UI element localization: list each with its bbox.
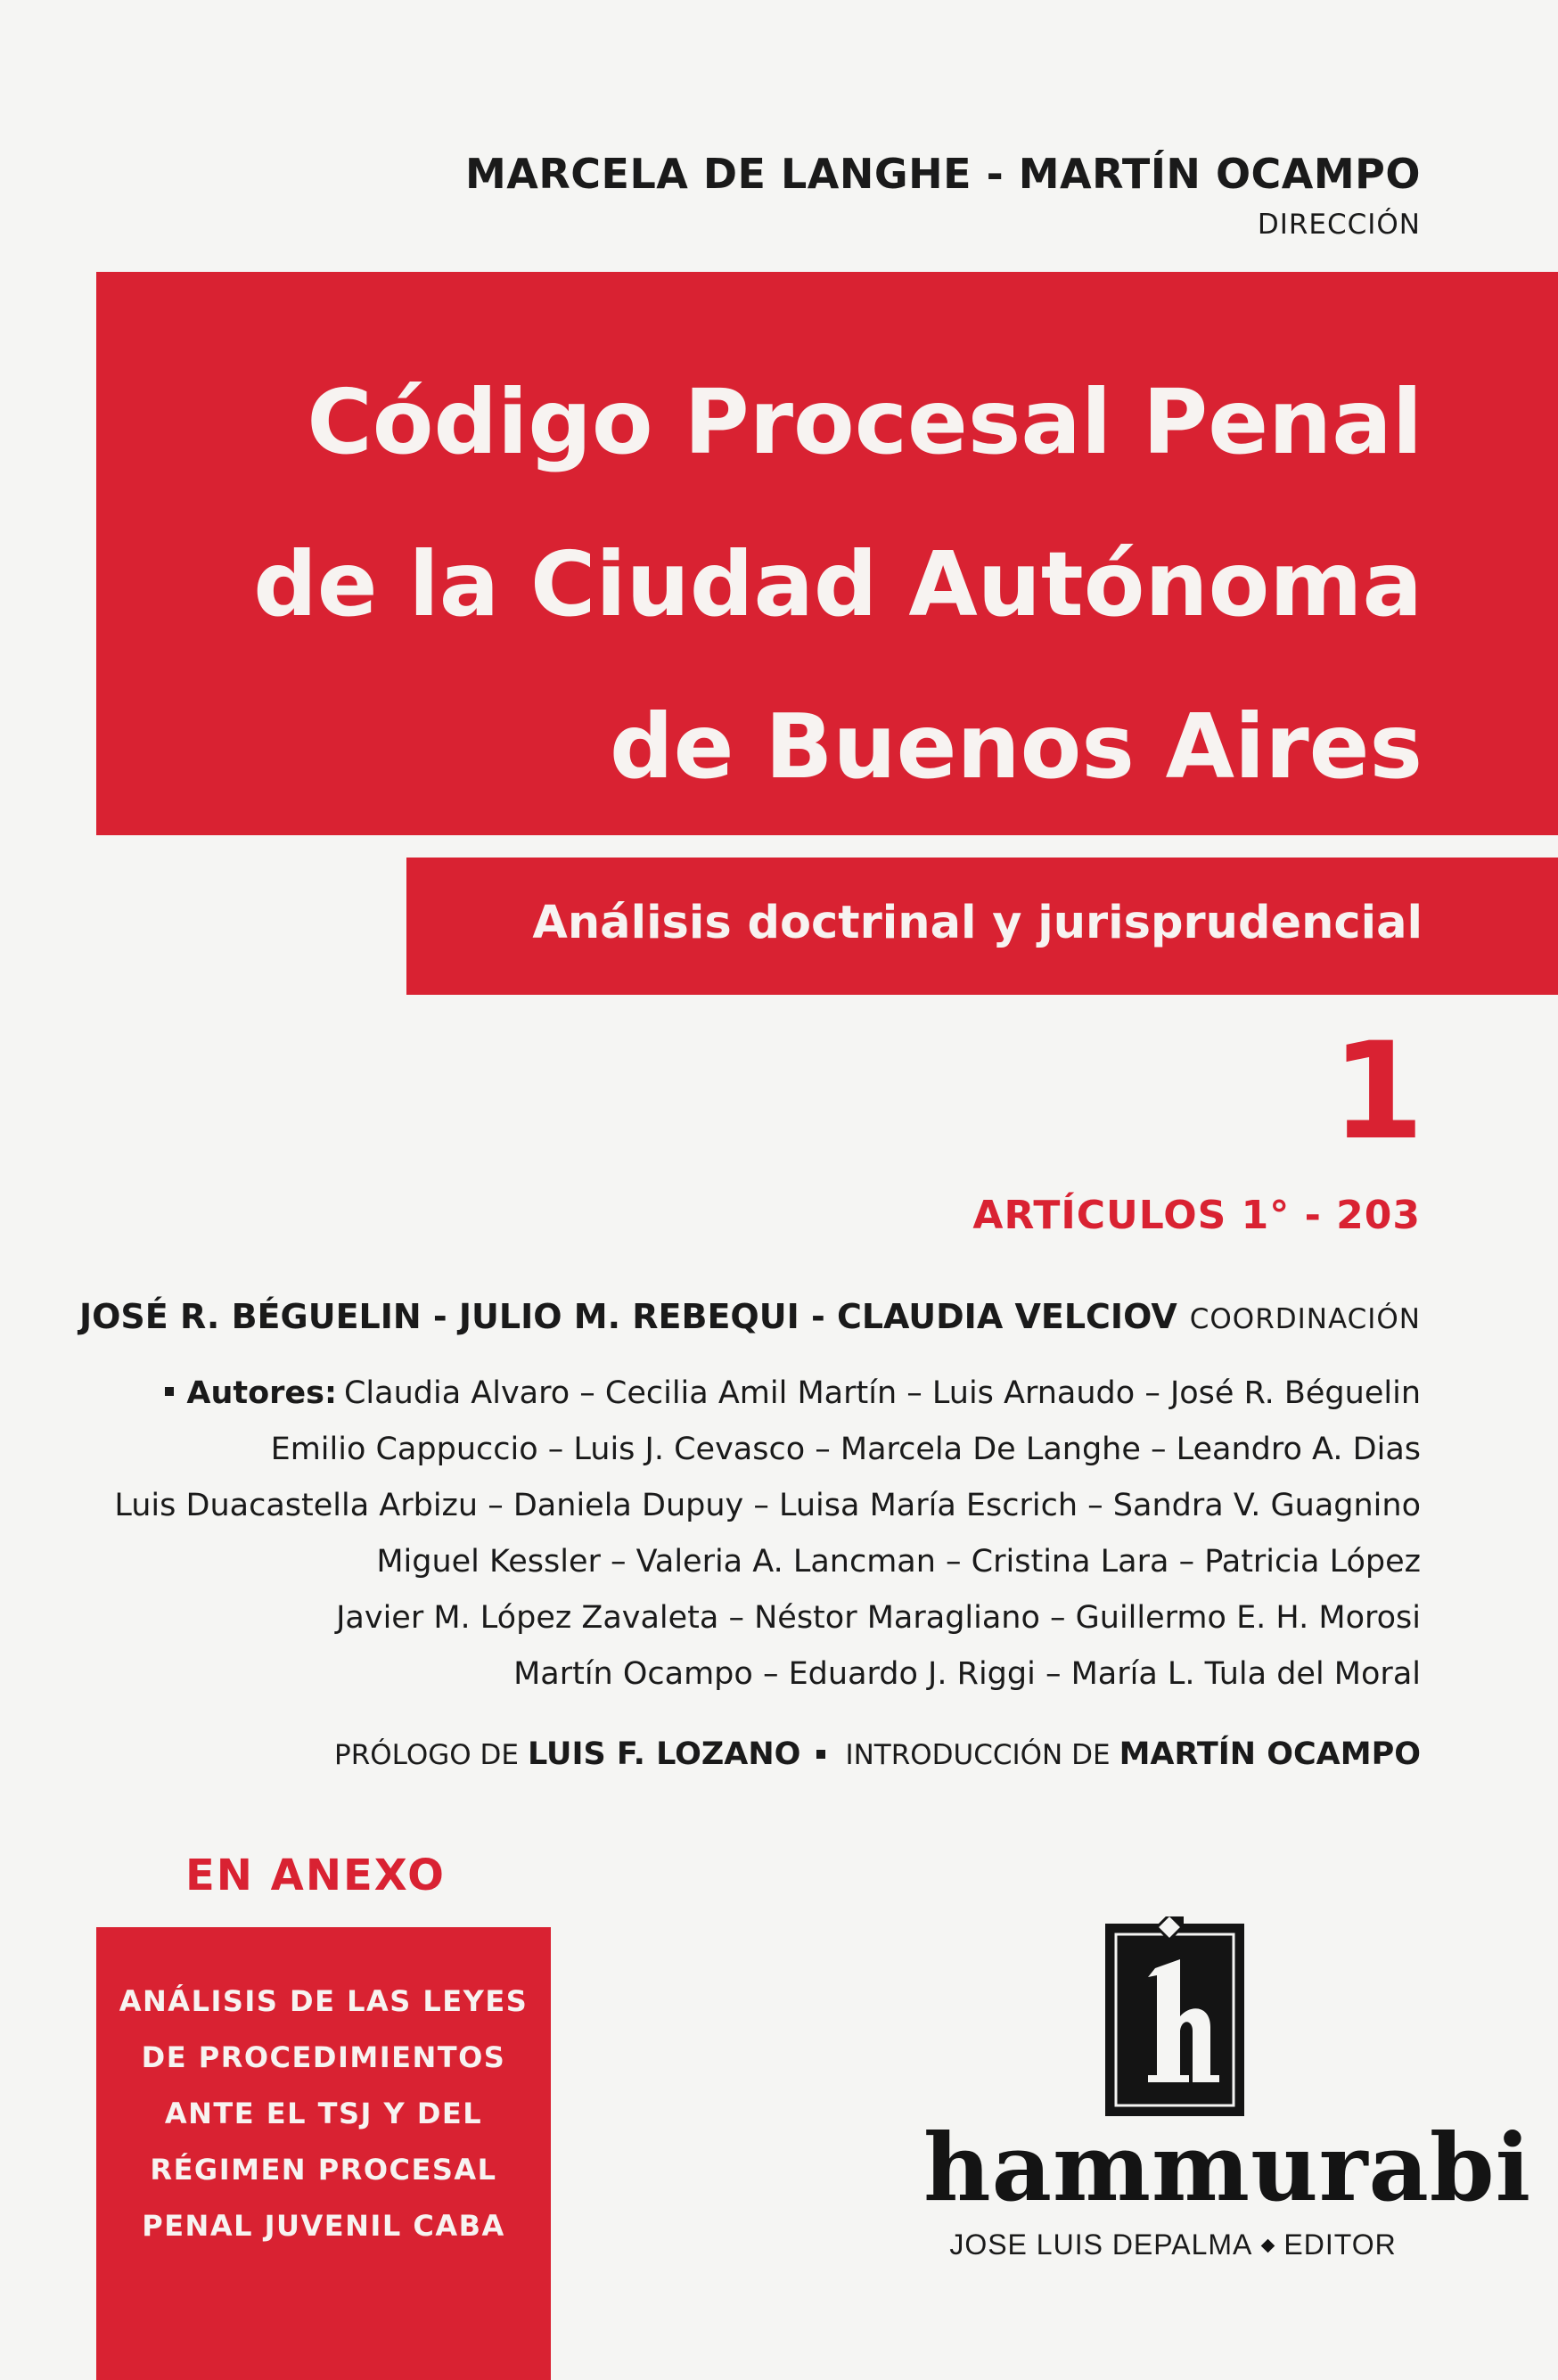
publisher-editor-line (923, 2228, 1423, 2261)
authors-line: Emilio Cappuccio – Luis J. Cevasco – Marcela De Langhe – Leandro A. Dias (270, 1432, 1421, 1467)
publisher-wordmark: hammurabi (923, 2113, 1532, 2222)
editor-name: JOSE LUIS DEPALMA (949, 2228, 1253, 2261)
title-line: de la Ciudad Autónoma (253, 532, 1423, 636)
authors-block (114, 1366, 1421, 1703)
directors-names: MARCELA DE LANGHE - MARTÍN OCAMPO (464, 150, 1421, 198)
book-subtitle: Análisis doctrinal y jurisprudencial (532, 897, 1423, 949)
title-band (96, 272, 1558, 835)
title-line: de Buenos Aires (609, 694, 1423, 799)
authors-line (114, 1366, 1421, 1422)
editor-role: EDITOR (1283, 2228, 1397, 2261)
authors-line: Luis Duacastella Arbizu – Daniela Dupuy – Luisa María Escrich – Sandra V. Guagnino (114, 1488, 1421, 1523)
articles-range: ARTÍCULOS 1° - 203 (972, 1193, 1421, 1238)
publisher-logo-icon (1105, 1916, 1244, 2116)
prologue-label: PRÓLOGO DE (334, 1739, 519, 1771)
prologue-line (334, 1736, 1421, 1772)
annex-line: DE PROCEDIMIENTOS (141, 2040, 506, 2074)
authors-line: Miguel Kessler – Valeria A. Lancman – Cristina Lara – Patricia López (376, 1544, 1421, 1580)
intro-label: INTRODUCCIÓN DE (845, 1739, 1111, 1771)
bullet-icon (165, 1387, 174, 1396)
directors-role: DIRECCIÓN (1257, 209, 1421, 241)
coordination-role: COORDINACIÓN (1189, 1303, 1421, 1335)
annex-box (96, 1927, 551, 2380)
prologue-author: LUIS F. LOZANO (527, 1736, 801, 1772)
book-title (253, 341, 1423, 828)
intro-author: MARTÍN OCAMPO (1119, 1736, 1421, 1772)
bullet-icon (816, 1750, 825, 1759)
annex-line: PENAL JUVENIL CABA (142, 2209, 505, 2243)
annex-line: ANÁLISIS DE LAS LEYES (119, 1984, 529, 2018)
title-line: Código Procesal Penal (307, 370, 1423, 474)
authors-line: Martín Ocampo – Eduardo J. Riggi – María L. Tula del Moral (513, 1656, 1421, 1692)
annex-line: RÉGIMEN PROCESAL (150, 2153, 497, 2187)
annex-line: ANTE EL TSJ Y DEL (164, 2097, 483, 2130)
directors-block (465, 150, 1421, 241)
coordinators-names: JOSÉ R. BÉGUELIN - JULIO M. REBEQUI - CLAUDIA VELCIOV (78, 1297, 1177, 1336)
annex-heading: EN ANEXO (185, 1851, 446, 1900)
authors-label: Autores: (186, 1375, 337, 1411)
volume-number: 1 (1331, 1014, 1424, 1169)
annex-text (96, 1974, 551, 2254)
authors-names: Claudia Alvaro – Cecilia Amil Martín – Luis Arnaudo – José R. Béguelin (343, 1375, 1421, 1411)
authors-line: Javier M. López Zavaleta – Néstor Maragliano – Guillermo E. H. Morosi (336, 1600, 1421, 1636)
coordination-block (79, 1297, 1421, 1336)
publisher-block (923, 1916, 1532, 2261)
diamond-icon (1261, 2239, 1275, 2253)
subtitle-band (406, 858, 1558, 995)
